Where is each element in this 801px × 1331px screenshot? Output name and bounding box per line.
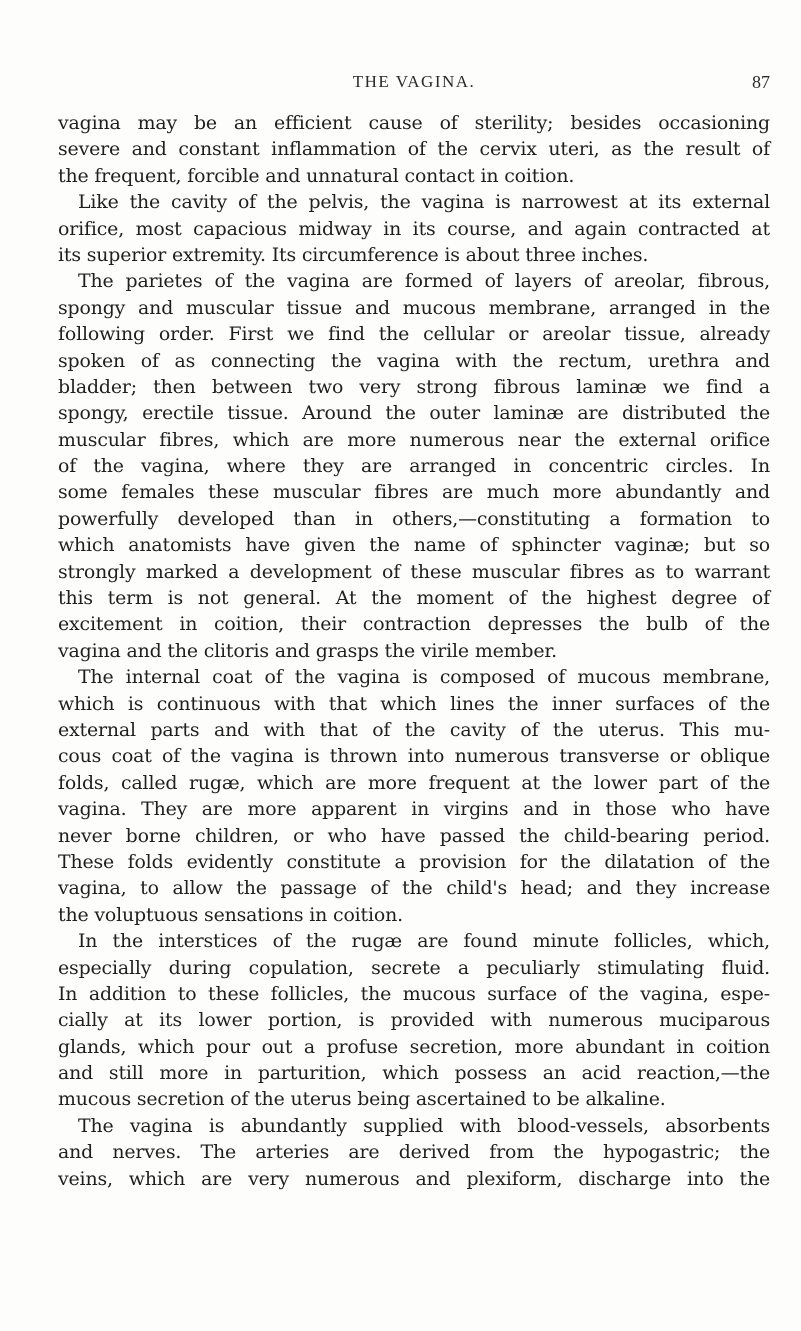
text-line: vagina may be an efficient cause of sterility; besides occasioning	[58, 112, 770, 134]
text-line: strongly marked a development of these muscular fibres as to warrant	[58, 560, 770, 583]
text-line: the voluptuous sensations in coition.	[58, 903, 403, 926]
running-head	[58, 72, 770, 98]
text-line: cially at its lower portion, is provided with numerous muciparous	[58, 1009, 770, 1032]
text-line: The vagina is abundantly supplied with blood-vessels, absorbents	[78, 1114, 770, 1137]
text-line: severe and constant inflammation of the cervix uteri, as the result of	[58, 138, 770, 161]
text-line: of the vagina, where they are arranged in concentric circles. In	[58, 455, 770, 478]
text-line: never borne children, or who have passed the child-bearing period.	[58, 824, 770, 847]
text-line: bladder; then between two very strong fibrous laminæ we find a	[58, 375, 770, 398]
text-line: external parts and with that of the cavity of the uterus. This mu-	[58, 718, 770, 741]
text-line: folds, called rugæ, which are more frequent at the lower part of the	[58, 771, 770, 794]
text-line: vagina, to allow the passage of the child's head; and they increase	[58, 877, 770, 900]
text-line: The parietes of the vagina are formed of layers of areolar, fibrous,	[78, 270, 770, 293]
text-line: excitement in coition, their contraction depresses the bulb of the	[58, 613, 770, 636]
text-line: veins, which are very numerous and plexiform, discharge into the	[58, 1167, 770, 1190]
text-line: which is continuous with that which lines the inner surfaces of the	[58, 692, 770, 715]
text-line: especially during copulation, secrete a peculiarly stimulating fluid.	[58, 956, 770, 979]
text-line: some females these muscular fibres are much more abundantly and	[58, 481, 770, 504]
running-title: THE VAGINA.	[352, 72, 476, 91]
text-line: cous coat of the vagina is thrown into numerous transverse or oblique	[58, 745, 770, 768]
text-line: this term is not general. At the moment of the highest degree of	[58, 587, 770, 610]
text-line: muscular fibres, which are more numerous near the external orifice	[58, 428, 770, 451]
text-line: spongy and muscular tissue and mucous membrane, arranged in the	[58, 296, 770, 319]
text-line: In the interstices of the rugæ are found minute follicles, which,	[78, 930, 770, 953]
text-line: vagina and the clitoris and grasps the virile member.	[58, 639, 558, 662]
text-line: spongy, erectile tissue. Around the outer laminæ are distributed the	[58, 402, 770, 425]
text-line: Like the cavity of the pelvis, the vagina is narrowest at its external	[78, 191, 770, 214]
text-line: which anatomists have given the name of sphincter vaginæ; but so	[58, 534, 770, 557]
text-line: spoken of as connecting the vagina with the rectum, urethra and	[58, 349, 770, 372]
text-line: and still more in parturition, which possess an acid reaction,—the	[58, 1062, 770, 1085]
page-number: 87	[752, 72, 770, 92]
text-line: The internal coat of the vagina is composed of mucous membrane,	[78, 666, 770, 689]
text-line: following order. First we find the cellular or areolar tissue, already	[58, 323, 770, 346]
text-line: These folds evidently constitute a provision for the dilatation of the	[58, 850, 770, 873]
text-line: its superior extremity. Its circumference is about three inches.	[58, 243, 649, 266]
text-line: the frequent, forcible and unnatural contact in coition.	[58, 164, 575, 187]
text-line: mucous secretion of the uterus being ascertained to be alkaline.	[58, 1088, 666, 1111]
text-line: powerfully developed than in others,—constituting a formation to	[58, 507, 770, 530]
text-line: glands, which pour out a profuse secretion, more abundant in coition	[58, 1035, 770, 1058]
text-line: In addition to these follicles, the mucous surface of the vagina, espe-	[58, 982, 770, 1005]
body-text	[58, 110, 770, 1192]
text-line: orifice, most capacious midway in its course, and again contracted at	[58, 217, 770, 240]
text-line: and nerves. The arteries are derived from the hypogastric; the	[58, 1141, 770, 1164]
text-line: vagina. They are more apparent in virgins and in those who have	[58, 798, 770, 821]
